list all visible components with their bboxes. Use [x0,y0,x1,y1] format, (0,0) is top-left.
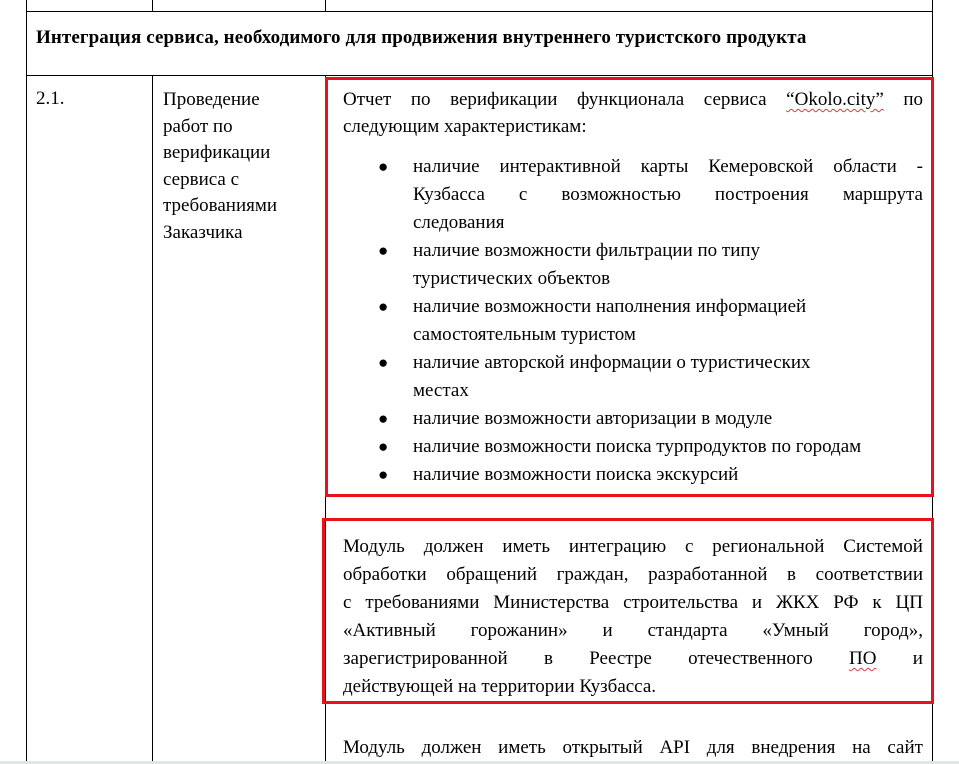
word: внедрения [751,737,836,758]
task-name-line: сервиса с [163,168,240,190]
paragraph-line [343,561,923,589]
word: Системой [843,536,923,557]
paragraph-line [343,645,923,673]
word: должен [421,737,482,758]
integration-paragraph [343,533,923,701]
word: «Активный [343,620,436,641]
word: к [872,592,882,613]
bullet-icon: ● [378,437,389,456]
word: наличие [413,156,480,177]
requirements-intro-line-2: следующим характеристикам: [343,115,587,137]
section-title: Интеграция сервиса, необходимого для продвижения внутреннего туристского продукта [36,27,807,48]
word: стандарта [647,620,728,641]
intro-word: Отчет [343,89,392,110]
service-name: “Okolo.city” [786,89,884,110]
word: и [602,620,613,641]
word: ЖКХ [775,592,820,613]
api-paragraph [343,734,923,762]
word: требованиями [365,592,480,613]
word: РФ [833,592,859,613]
bullet-icon: ● [378,409,389,428]
word: и [751,592,763,613]
requirements-highlight-box [325,77,934,497]
word: обращений [446,564,538,585]
list-item-line: туристических объектов [413,268,611,289]
word: карты [640,156,689,177]
bullet-icon: ● [378,157,389,176]
word: для [706,737,735,758]
task-name-line: верификации [163,142,271,163]
word: Министерства [493,592,610,613]
row-divider-section [26,75,933,76]
word: горожанин» [470,620,568,641]
word: город», [863,620,923,641]
paragraph-line: действующей на территории Кузбасса. [343,676,657,697]
task-name-line: Заказчика [163,221,243,243]
table-border-left [26,0,27,764]
word: «Умный [762,620,829,641]
word: отечественного [688,648,813,669]
word: разработанной [648,564,768,585]
word: ЦП [895,592,923,613]
word: открытый [562,737,643,758]
word: - [916,156,923,177]
list-item-line: самостоятельным туристом [413,324,636,345]
task-name-line: требованиями [163,195,278,216]
word: Модуль [343,737,405,758]
word: сайт [887,737,923,758]
list-item-line: наличие возможности поиска экскурсий [413,464,739,485]
word: ПО [849,648,877,669]
word: интеграцию [568,536,667,557]
word: интерактивной [499,156,621,177]
bullet-icon: ● [378,353,389,372]
word: должен [423,536,484,557]
word: соответствии [815,564,923,585]
word: API [659,737,691,758]
intro-word: по [410,89,431,110]
task-name [163,87,313,246]
paragraph-line [343,533,923,561]
word: и [912,648,923,669]
paragraph-line [343,734,923,762]
word: строительства [623,592,739,613]
intro-word: сервиса [703,89,767,110]
word: в [787,564,797,585]
word: Кузбасса [413,184,485,205]
bullet-icon: ● [378,465,389,484]
list-item-line: наличие возможности фильтрации по типу [413,240,761,261]
word: иметь [502,536,550,557]
word: иметь [498,737,546,758]
intro-word: функционала [576,89,685,110]
word: зарегистрированной [343,648,508,669]
list-item-line: наличие возможности поиска турпродуктов по городам [413,436,862,457]
list-item-line: наличие возможности авторизации в модуле [413,408,773,429]
list-item-line: наличие возможности наполнения информацией [413,296,807,317]
word: построения [714,184,809,205]
word: в [543,648,553,669]
word: Модуль [343,536,405,557]
word: возможностью [561,184,681,205]
word: региональной [712,536,825,557]
list-item-line: следования [413,212,505,233]
column-divider-1-lower [152,75,153,764]
list-item-line: местах [413,380,469,401]
word: с [518,184,528,205]
intro-word: по [903,89,923,110]
list-item-line: наличие авторской информации о туристических [413,352,811,373]
word: с [685,536,694,557]
word: граждан, [556,564,629,585]
row-divider-top [26,11,933,12]
word: Реестре [589,648,652,669]
paragraph-line [343,617,923,645]
task-name-line: Проведение [163,89,260,110]
word: с [343,592,352,613]
row-number: 2.1. [36,88,65,109]
paragraph-line [343,589,923,617]
word: Кемеровской [708,156,814,177]
bullet-icon: ● [378,241,389,260]
bullet-icon: ● [378,297,389,316]
word: маршрута [842,184,923,205]
word: обработки [343,564,427,585]
word: на [852,737,871,758]
task-name-line: работ по [163,115,233,137]
word: области [833,156,897,177]
intro-word: верификации [450,89,558,110]
